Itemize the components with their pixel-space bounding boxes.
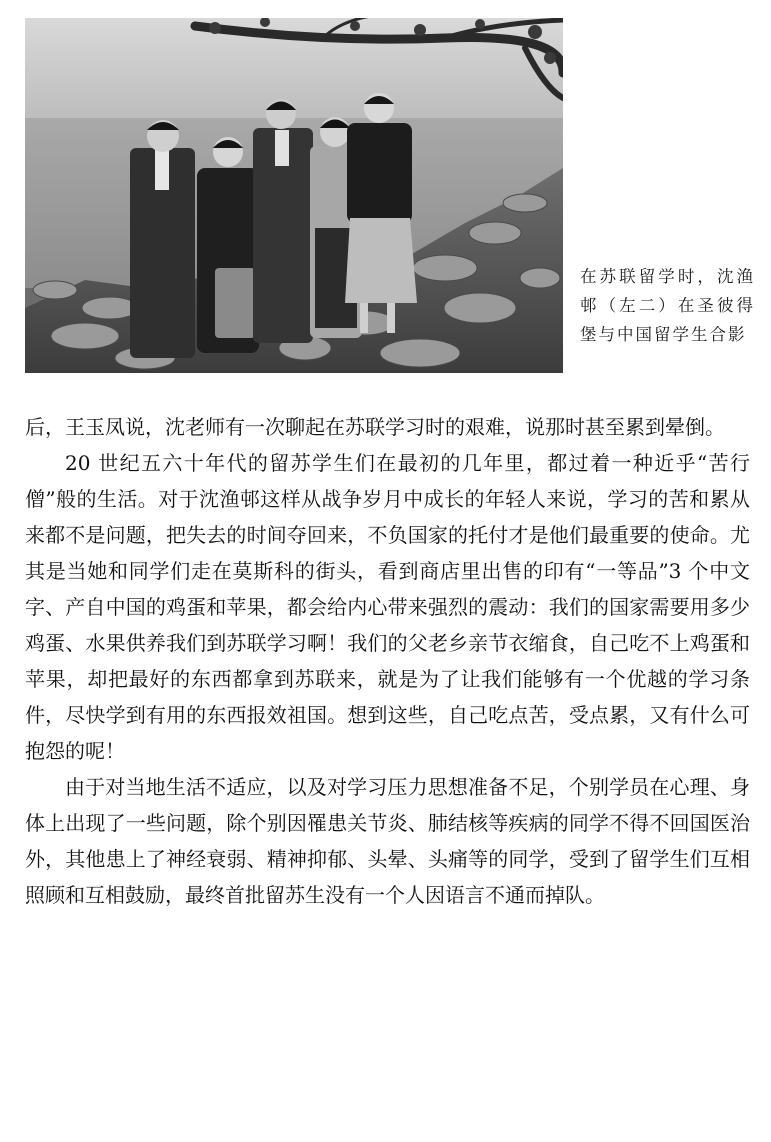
- paragraph: 后，王玉凤说，沈老师有一次聊起在苏联学习时的艰难，说那时甚至累到晕倒。: [25, 415, 725, 439]
- group-photo: [25, 18, 563, 373]
- article-body: [25, 409, 750, 913]
- paragraph: 由于对当地生活不适应，以及对学习压力思想准备不足，个别学员在心理、身体上出现了一些问题，除个别因罹患关节炎、肺结核等疾病的同学不得不回国医治外，其他患上了神经衰弱、精神抑郁、头晕、头痛等的同学，受到了留学生们互相照顾和互相鼓励，最终首批留苏生没有一个人因语言不通而掉队。: [25, 775, 750, 907]
- photo-caption: 在苏联留学时，沈渔邨（左二）在圣彼得堡与中国留学生合影: [580, 267, 755, 344]
- paragraph: 20 世纪五六十年代的留苏学生们在最初的几年里，都过着一种近乎“苦行僧”般的生活。对于沈渔邨这样从战争岁月中成长的年轻人来说，学习的苦和累从来都不是问题，把失去的时间夺回来，不负国家的托付才是他们最重要的使命。尤其是当她和同学们走在莫斯科的街头，看到商店里出售的印有“一等品”3 个中文字、产自中国的鸡蛋和苹果，都会给内心带来强烈的震动：我们的国家需要用多少鸡蛋、水果供养我们到苏联学习啊！我们的父老乡亲节衣缩食，自己吃不上鸡蛋和苹果，却把最好的东西都拿到苏联来，就是为了让我们能够有一个优越的学习条件，尽快学到有用的东西报效祖国。想到这些，自己吃点苦，受点累，又有什么可抱怨的呢！: [25, 451, 750, 763]
- group-photo-icon: [25, 18, 563, 373]
